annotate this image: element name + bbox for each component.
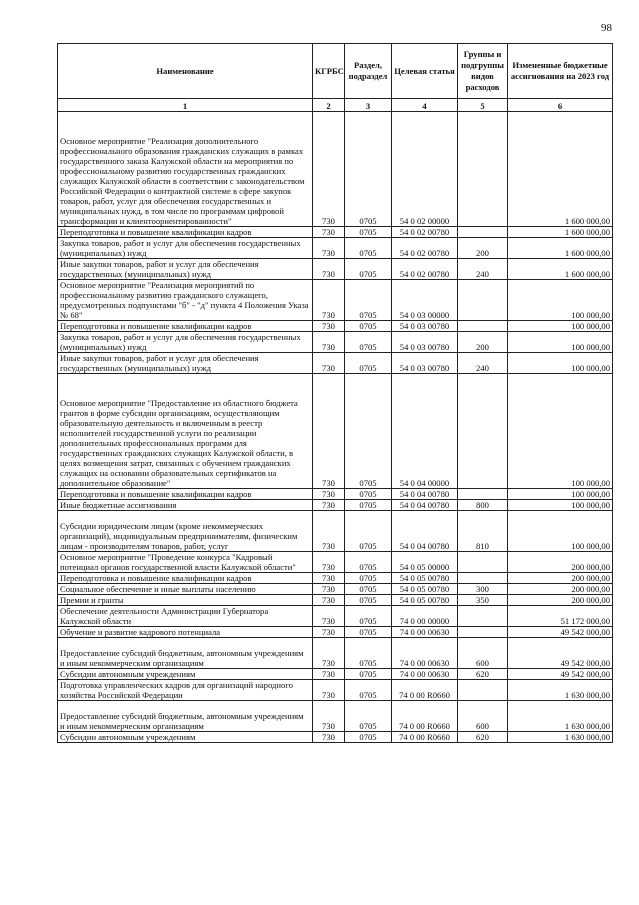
row-name: Закупка товаров, работ и услуг для обеспечения государственных (муниципальных) нужд [58,238,313,259]
row-group [458,112,508,227]
row-name: Основное мероприятие "Реализация дополнительного профессионального образования гражданских служащих в рамках государственного заказа Калужской области на мероприятия по профессиональному развитию государственных гражданских служащих Калужской области в соответствии с законодательством Российской Федерации о контрактной системе в сфере закупок товаров, работ, услуг для обеспечения государственных и муниципальных нужд, в том числе по программам цифровой трансформации и клиентоориентированности" [58,112,313,227]
table-row [58,584,613,595]
row-section: 0705 [345,584,392,595]
row-section: 0705 [345,606,392,627]
row-amount: 100 000,00 [508,321,613,332]
row-section: 0705 [345,238,392,259]
row-section: 0705 [345,227,392,238]
row-kgrbs: 730 [313,627,345,638]
row-group: 350 [458,595,508,606]
row-target: 54 0 04 00780 [392,500,458,511]
row-name: Субсидии юридическим лицам (кроме некоммерческих организаций), индивидуальным предпринимателям, физическим лицам - производителям товаров, работ, услуг [58,511,313,552]
row-group: 620 [458,669,508,680]
budget-table [57,43,613,743]
row-kgrbs: 730 [313,595,345,606]
row-kgrbs: 730 [313,669,345,680]
row-section: 0705 [345,259,392,280]
row-name: Предоставление субсидий бюджетным, автономным учреждениям и иным некоммерческим организациям [58,701,313,732]
row-target: 74 0 00 R0660 [392,732,458,743]
row-amount: 1 630 000,00 [508,701,613,732]
row-kgrbs: 730 [313,374,345,489]
row-amount: 100 000,00 [508,280,613,321]
row-section: 0705 [345,627,392,638]
row-name: Иные закупки товаров, работ и услуг для обеспечения государственных (муниципальных) нужд [58,353,313,374]
row-amount: 200 000,00 [508,595,613,606]
row-target: 74 0 00 R0660 [392,701,458,732]
row-section: 0705 [345,669,392,680]
row-section: 0705 [345,489,392,500]
row-amount: 1 600 000,00 [508,259,613,280]
row-kgrbs: 730 [313,584,345,595]
row-target: 54 0 04 00000 [392,374,458,489]
row-section: 0705 [345,321,392,332]
row-name: Основное мероприятие "Предоставление из областного бюджета грантов в форме субсидии организациям, осуществляющим образовательную деятельность и включенным в реестр исполнителей государственной услуги по реализации дополнительных профессиональных программ для государственных гражданских служащих Калужской области, в целях возмещения затрат, связанных с обучением гражданских служащих на основании образовательных сертификатов на дополнительное образование" [58,374,313,489]
table-row [58,321,613,332]
table-row [58,259,613,280]
row-target: 74 0 00 00630 [392,627,458,638]
table-row [58,595,613,606]
row-name: Закупка товаров, работ и услуг для обеспечения государственных (муниципальных) нужд [58,332,313,353]
row-kgrbs: 730 [313,280,345,321]
row-kgrbs: 730 [313,489,345,500]
header-row [58,44,613,99]
table-row [58,669,613,680]
header-group: Группы и подгруппы видов расходов [458,44,508,99]
table-row [58,701,613,732]
row-target: 54 0 02 00780 [392,259,458,280]
column-number: 3 [345,99,392,112]
row-target: 54 0 03 00000 [392,280,458,321]
column-number: 4 [392,99,458,112]
table-row [58,606,613,627]
row-amount: 200 000,00 [508,552,613,573]
row-group [458,227,508,238]
row-name: Предоставление субсидий бюджетным, автономным учреждениям и иным некоммерческим организациям [58,638,313,669]
row-name: Переподготовка и повышение квалификации кадров [58,227,313,238]
header-name: Наименование [58,44,313,99]
row-target: 74 0 00 00630 [392,638,458,669]
table-row [58,500,613,511]
row-group [458,280,508,321]
row-group [458,627,508,638]
row-section: 0705 [345,573,392,584]
row-amount: 1 630 000,00 [508,732,613,743]
row-target: 54 0 05 00780 [392,573,458,584]
table-row [58,511,613,552]
row-group: 200 [458,332,508,353]
row-section: 0705 [345,511,392,552]
row-name: Основное мероприятие "Реализация мероприятий по профессиональному развитию гражданского служащего, предусмотренных подпунктами "б" - "д" пункта 4 Положения Указа № 68" [58,280,313,321]
row-section: 0705 [345,595,392,606]
table-row [58,227,613,238]
row-amount: 1 600 000,00 [508,112,613,227]
row-kgrbs: 730 [313,573,345,584]
row-target: 54 0 04 00780 [392,489,458,500]
row-group [458,374,508,489]
row-group [458,606,508,627]
row-section: 0705 [345,280,392,321]
row-section: 0705 [345,680,392,701]
row-kgrbs: 730 [313,552,345,573]
row-amount: 49 542 000,00 [508,669,613,680]
column-number-row [58,99,613,112]
row-group: 240 [458,259,508,280]
row-section: 0705 [345,332,392,353]
row-kgrbs: 730 [313,332,345,353]
row-kgrbs: 730 [313,511,345,552]
table-row [58,489,613,500]
row-amount: 100 000,00 [508,353,613,374]
row-amount: 1 600 000,00 [508,227,613,238]
row-group: 620 [458,732,508,743]
table-row [58,238,613,259]
row-target: 74 0 00 R0660 [392,680,458,701]
row-kgrbs: 730 [313,321,345,332]
row-amount: 49 542 000,00 [508,638,613,669]
row-section: 0705 [345,112,392,227]
row-name: Переподготовка и повышение квалификации кадров [58,321,313,332]
table-row [58,332,613,353]
row-amount: 100 000,00 [508,374,613,489]
table-row [58,680,613,701]
row-amount: 100 000,00 [508,511,613,552]
row-target: 54 0 05 00780 [392,584,458,595]
row-target: 54 0 03 00780 [392,332,458,353]
row-amount: 100 000,00 [508,332,613,353]
row-group [458,321,508,332]
row-group: 600 [458,638,508,669]
row-name: Переподготовка и повышение квалификации кадров [58,489,313,500]
row-name: Обеспечение деятельности Администрации Губернатора Калужской области [58,606,313,627]
row-section: 0705 [345,701,392,732]
row-group: 800 [458,500,508,511]
column-number: 5 [458,99,508,112]
row-group [458,489,508,500]
row-group: 200 [458,238,508,259]
row-kgrbs: 730 [313,638,345,669]
row-target: 54 0 03 00780 [392,321,458,332]
row-name: Социальное обеспечение и иные выплаты населению [58,584,313,595]
row-group [458,573,508,584]
header-section: Раздел, подраздел [345,44,392,99]
row-target: 54 0 05 00780 [392,595,458,606]
row-amount: 100 000,00 [508,500,613,511]
row-group: 810 [458,511,508,552]
row-amount: 1 630 000,00 [508,680,613,701]
table-row [58,112,613,227]
header-target: Целевая статья [392,44,458,99]
row-name: Обучение и развитие кадрового потенциала [58,627,313,638]
row-name: Иные бюджетные ассигнования [58,500,313,511]
row-target: 54 0 02 00780 [392,227,458,238]
row-amount: 51 172 000,00 [508,606,613,627]
row-kgrbs: 730 [313,227,345,238]
row-kgrbs: 730 [313,701,345,732]
table-row [58,627,613,638]
row-name: Субсидии автономным учреждениям [58,669,313,680]
row-target: 54 0 04 00780 [392,511,458,552]
row-amount: 1 600 000,00 [508,238,613,259]
column-number: 1 [58,99,313,112]
row-amount: 49 542 000,00 [508,627,613,638]
row-group [458,552,508,573]
row-name: Премии и гранты [58,595,313,606]
row-kgrbs: 730 [313,500,345,511]
row-section: 0705 [345,374,392,489]
table-row [58,573,613,584]
row-kgrbs: 730 [313,238,345,259]
column-number: 6 [508,99,613,112]
row-name: Субсидии автономным учреждениям [58,732,313,743]
row-name: Подготовка управленческих кадров для организаций народного хозяйства Российской Федерации [58,680,313,701]
row-kgrbs: 730 [313,680,345,701]
table-row [58,552,613,573]
row-target: 54 0 02 00780 [392,238,458,259]
table-body [58,112,613,743]
column-number: 2 [313,99,345,112]
table-row [58,374,613,489]
row-group: 300 [458,584,508,595]
row-kgrbs: 730 [313,606,345,627]
row-section: 0705 [345,732,392,743]
row-name: Основное мероприятие "Проведение конкурса "Кадровый потенциал органов государственной власти Калужской области" [58,552,313,573]
row-section: 0705 [345,500,392,511]
table-row [58,280,613,321]
row-kgrbs: 730 [313,353,345,374]
row-amount: 200 000,00 [508,584,613,595]
row-name: Переподготовка и повышение квалификации кадров [58,573,313,584]
table-row [58,638,613,669]
row-group [458,680,508,701]
row-section: 0705 [345,552,392,573]
header-amount: Измененные бюджетные ассигнования на 2023 год [508,44,613,99]
header-kgrbs: КГРБС [313,44,345,99]
row-target: 74 0 00 00000 [392,606,458,627]
page-number: 98 [601,22,612,34]
row-amount: 200 000,00 [508,573,613,584]
row-name: Иные закупки товаров, работ и услуг для обеспечения государственных (муниципальных) нужд [58,259,313,280]
table-row [58,732,613,743]
row-kgrbs: 730 [313,259,345,280]
row-target: 74 0 00 00630 [392,669,458,680]
row-kgrbs: 730 [313,112,345,227]
row-target: 54 0 02 00000 [392,112,458,227]
row-target: 54 0 03 00780 [392,353,458,374]
row-group: 240 [458,353,508,374]
row-kgrbs: 730 [313,732,345,743]
row-amount: 100 000,00 [508,489,613,500]
row-section: 0705 [345,638,392,669]
row-section: 0705 [345,353,392,374]
row-target: 54 0 05 00000 [392,552,458,573]
row-group: 600 [458,701,508,732]
table-row [58,353,613,374]
